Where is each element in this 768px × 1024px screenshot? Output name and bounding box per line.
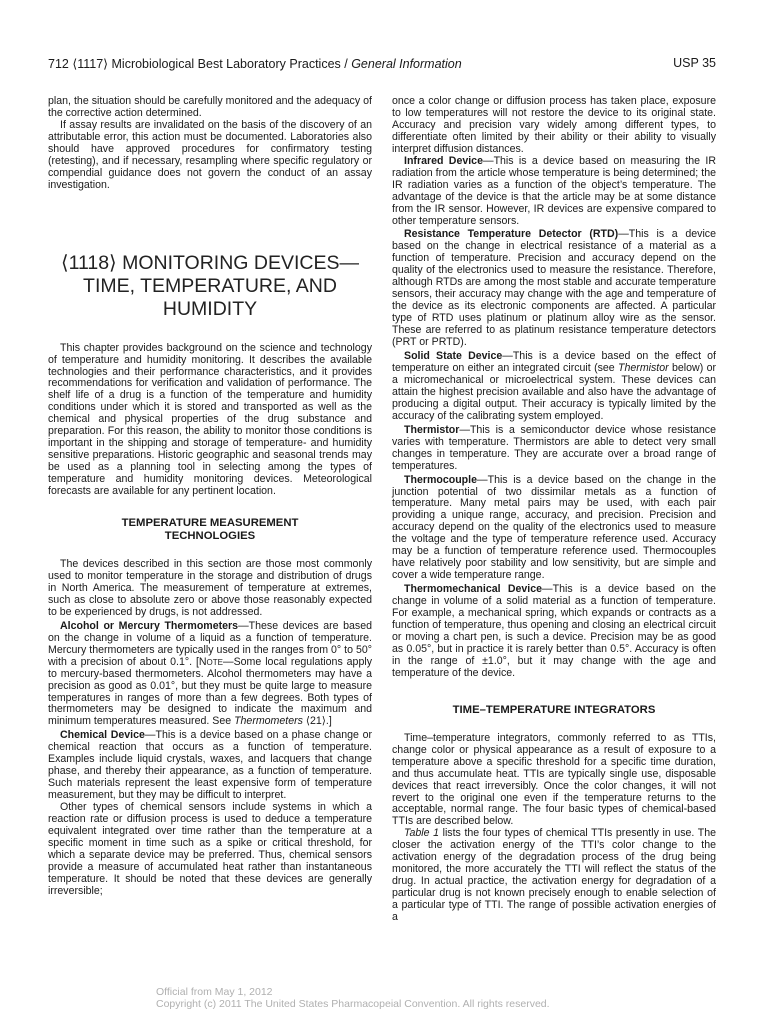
running-head-title: 712 ⟨1117⟩ Microbiological Best Laboratory Practices /: [48, 57, 352, 71]
tti-intro: Time–temperature integrators, commonly referred to as TTIs, change color or physical appearance as a result of exposure to a temperature above a specific threshold for a specific time duration, and thus accumulate heat. TTIs are typically single use, disposable devices that react irreversibly. Once the color changes, it will not revert to the original one even if the temperature returns to the acceptable, normal range. The four basic types of chemical-based TTIs are described below.: [392, 731, 716, 828]
term: Thermomechanical Device: [404, 583, 543, 596]
note-text: —Some local regulations apply to mercury-based thermometers. Alcohol thermometers may have a precision as good as 0.01°, but they must be quite large to measure temperatures in ranges of more than a few degrees. Both types of thermometers may be designed to indicate the maximum and minimum temperatures measured. See: [48, 655, 372, 728]
rtd-paragraph: [392, 229, 716, 349]
term: Thermocouple: [404, 473, 477, 486]
chapter-title: [48, 252, 372, 321]
term: Solid State Device: [404, 350, 503, 363]
paragraph-continued: once a color change or diffusion process has taken place, exposure to low temperatures will not restore the device to its original state. Accuracy and precision vary widely among different types, to differentiate often limited by their ability or their ability to visually interpret diffusion distances.: [392, 95, 716, 155]
chemical-sensors-paragraph: Other types of chemical sensors include systems in which a reaction rate or diffusion process is used to deduce a temperature equivalent integrated over time rather than the temperature at a specific moment in time such as a spike or critical threshold, for which a separate device may be preferred. Thus, chemical sensors provide a measure of accumulated heat rather than instantaneous temperature. It should be noted that these devices are generally irreversible;: [48, 801, 372, 897]
section-heading-line: TECHNOLOGIES: [164, 530, 256, 543]
term: Thermistor: [404, 423, 460, 436]
infrared-device-paragraph: [392, 156, 716, 228]
right-column: [392, 96, 716, 924]
definition: —This is a device based on the change in volume of a solid material as a function of temperature. For example, a mechanical spring, which expands or contracts as a function of temperature, thus opening and closing an electrical circuit or moving a chart pen, is such a device. Precision may be as good as 0.05°, but in practice it is rarely better than 0.5°. Accuracy is often in the range of ±1.0°, but it may change with the age and temperature of the device.: [392, 583, 716, 679]
definition: —This is a device based on the change in electrical resistance of a material as a function of temperature. Precision and accuracy depend on the quality of the electronics used to measure the resistance. Therefore, although RTDs are among the most stable and accurate temperature sensors, their accuracy may change with the age and temperature of the device as its electronic components are affected. A particular type of RTD uses platinum or platinum alloy wire as the sensor. These are referred to as platinum resistance temperature detectors (PRT or PRTD).: [392, 228, 717, 349]
definition: —This is a device based on the change in the junction potential of two dissimilar metals as a function of temperature. Many metal pairs may be used, with each pair providing a unique range, accuracy, and precision. Precision and accuracy depend on the quality of the electronics used to measure the voltage and the type of temperature reference used. Accuracy may be a function of temperature reference used. Thermocouples have relatively poor stability and low sensitivity, but are simple and cover a wide temperature range.: [392, 473, 716, 582]
definition: —These devices are based on the change in volume of a liquid as a function of temperature. Mercury thermometers are typically used in the ranges from 0° to 50° with a precision of about 0.1°. [: [48, 619, 373, 668]
note-label: NOTE: [198, 655, 223, 668]
footer-official-date: Official from May 1, 2012: [156, 986, 273, 998]
definition: —This is a device based on a phase change or chemical reaction that occurs as a function of temperature. Examples include liquid crystals, waxes, and lacquers that change phase, and thereby their appearance, as a function of temperature. Such materials represent the least expensive form of temperature measurement, but they may be difficult to interpret.: [48, 729, 372, 802]
thermomechanical-paragraph: [392, 584, 716, 680]
chapter-intro: This chapter provides background on the science and technology of temperature and humidity monitoring. It describes the available technologies and their performance characteristics, and it provides recommendations for verification and validation of performance. The shelf life of a drug is a function of the temperature and humidity conditions under which it is stored and transported as well as the chemical and physical properties of the drug substance and preparation. For this reason, the ability to monitor those conditions is important in the shipping and storage of temperature- and humidity sensitive preparations. Historic geographic and seasonal trends may be used as a planning tool in selecting among the types of temperature and humidity monitoring devices. Meteorological forecasts are available for any pertinent location.: [48, 341, 372, 498]
definition: —This is a semiconductor device whose resistance varies with temperature. Thermistors are able to detect very small changes in temperature. They are accurate over a broad range of temperatures.: [392, 423, 716, 472]
definition-cont: below) or a micromechanical or microelectrical system. These devices can attain the highest precision available and also have the advantage of producing a digital output. Their accuracy is typically limited by the accuracy of the calibrating system employed.: [392, 361, 717, 422]
table-reference: Table 1: [404, 827, 440, 840]
note-end: ⟨21⟩.]: [302, 715, 332, 728]
term: Resistance Temperature Detector (RTD): [404, 228, 619, 241]
running-head: [48, 56, 462, 71]
section-heading-line: TEMPERATURE MEASUREMENT: [121, 517, 299, 530]
footer-copyright: Copyright (c) 2011 The United States Pharmacopeial Convention. All rights reserved.: [156, 998, 550, 1010]
volume-label: USP 35: [673, 56, 716, 70]
thermometers-reference: Thermometers: [234, 715, 303, 728]
running-head-section: General Information: [351, 57, 462, 71]
section-heading-temperature: [48, 517, 372, 543]
tti-text: lists the four types of chemical TTIs presently in use. The closer the activation energy of the TTI’s color change to the activation energy of the degradation process of the drug being monitored, the more accurately the TTI will reflect the status of the drug. In actual practice, the activation energy for degradation of a particular drug is not known precisely enough to enable selection of a particular type of TTI. The range of possible activation energies of a: [392, 827, 716, 924]
tti-table-paragraph: [392, 828, 716, 924]
chemical-device-paragraph: [48, 730, 372, 802]
term: Alcohol or Mercury Thermometers: [60, 619, 239, 632]
term: Infrared Device: [404, 154, 483, 167]
definition: —This is a device based on measuring the IR radiation from the article whose temperature is being determined; the IR radiation varies as a function of the object’s temperature. The advantage of the device is that the article may be at some distance from the IR sensor. However, IR devices are expensive compared to other temperature sensors.: [392, 154, 717, 227]
thermistor-paragraph: [392, 425, 716, 473]
thermocouple-paragraph: [392, 475, 716, 583]
paragraph-continued: plan, the situation should be carefully monitored and the adequacy of the corrective action determined.: [48, 95, 372, 119]
alcohol-thermometers-paragraph: [48, 621, 372, 729]
chapter-title-line: TIME, TEMPERATURE, AND: [83, 274, 337, 297]
thermistor-reference: Thermistor: [618, 361, 669, 374]
section-heading-tti: TIME–TEMPERATURE INTEGRATORS: [452, 703, 656, 716]
term: Chemical Device: [60, 729, 145, 742]
left-column: [48, 96, 372, 898]
solid-state-paragraph: [392, 351, 716, 423]
paragraph-assay-results: If assay results are invalidated on the basis of the discovery of an attributable error, this action must be documented. Laboratories also should have approved procedures for confirmatory testing (retesting), and if necessary, resampling where specific regulatory or compendial guidance does not govern the conduct of an assay investigation.: [48, 118, 372, 191]
tech-intro: The devices described in this section are those most commonly used to monitor temperature in the storage and distribution of drugs in North America. The measurement of temperature at extremes, such as close to absolute zero or above those reasonably expected to be experienced by drugs, is not addressed.: [48, 558, 372, 618]
chapter-title-line: HUMIDITY: [162, 297, 258, 320]
copyright-footer: [156, 986, 550, 1010]
chapter-title-line: ⟨1118⟩ MONITORING DEVICES—: [60, 251, 360, 274]
definition: —This is a device based on the effect of temperature on either an integrated circuit (see: [392, 350, 716, 374]
